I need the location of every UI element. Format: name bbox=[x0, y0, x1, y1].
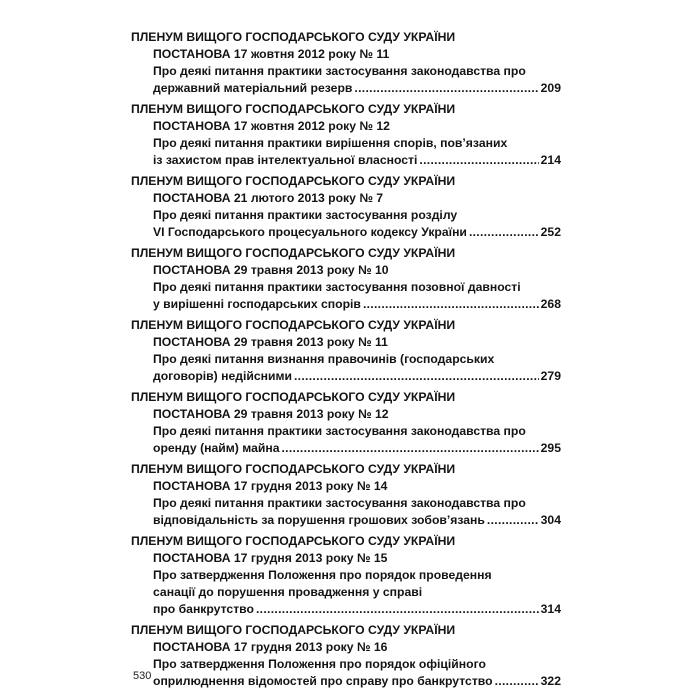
toc-entry-page-number[interactable]: 314 bbox=[540, 602, 561, 616]
toc-entry-page-number[interactable]: 209 bbox=[540, 81, 561, 95]
toc-entry-last-line bbox=[131, 152, 561, 169]
toc-entry bbox=[131, 173, 561, 241]
toc-entry-last-line bbox=[131, 368, 561, 385]
toc-entry-decree: ПОСТАНОВА 29 травня 2013 року № 12 bbox=[153, 407, 389, 421]
toc-entry-last-line bbox=[131, 512, 561, 529]
toc-entry-title-line: Про деякі питання практики застосування позовної давності bbox=[153, 280, 521, 294]
toc-entry-heading: ПЛЕНУМ ВИЩОГО ГОСПОДАРСЬКОГО СУДУ УКРАЇНИ bbox=[131, 30, 456, 44]
toc-entry bbox=[131, 461, 561, 529]
toc-entry-page-number[interactable]: 279 bbox=[540, 369, 561, 383]
toc-entry-last-line bbox=[131, 440, 561, 457]
dot-leader bbox=[294, 368, 539, 385]
toc-entry-last-line bbox=[131, 673, 561, 690]
toc-entry-decree: ПОСТАНОВА 17 грудня 2013 року № 14 bbox=[153, 479, 388, 493]
toc-entry-heading: ПЛЕНУМ ВИЩОГО ГОСПОДАРСЬКОГО СУДУ УКРАЇНИ bbox=[131, 318, 456, 332]
toc-entry bbox=[131, 389, 561, 457]
toc-entry-title-line: санації до порушення провадження у справі bbox=[153, 585, 423, 599]
toc-entry-title-end: із захистом прав інтелектуальної власності bbox=[153, 153, 418, 167]
toc-entry bbox=[131, 29, 561, 97]
toc-entry bbox=[131, 101, 561, 169]
toc-entry bbox=[131, 245, 561, 313]
toc-entry-decree: ПОСТАНОВА 17 жовтня 2012 року № 12 bbox=[153, 119, 390, 133]
toc-entry-page-number[interactable]: 295 bbox=[540, 441, 561, 455]
toc-entry-title-line: Про деякі питання визнання правочинів (господарських bbox=[153, 352, 495, 366]
toc-entry bbox=[131, 533, 561, 618]
toc-entry-title-end: відповідальність за порушення грошових зобов’язань bbox=[153, 513, 485, 527]
toc-entry-page-number[interactable]: 252 bbox=[540, 225, 561, 239]
toc-entry-title-line: Про деякі питання практики вирішення спорів, пов’язаних bbox=[153, 136, 508, 150]
toc-entry-heading: ПЛЕНУМ ВИЩОГО ГОСПОДАРСЬКОГО СУДУ УКРАЇНИ bbox=[131, 462, 456, 476]
toc-entry-heading: ПЛЕНУМ ВИЩОГО ГОСПОДАРСЬКОГО СУДУ УКРАЇНИ bbox=[131, 174, 456, 188]
toc-entry-title-line: Про деякі питання практики застосування законодавства про bbox=[153, 496, 526, 510]
toc-entry-page-number[interactable]: 322 bbox=[540, 674, 561, 688]
toc-entry-last-line bbox=[131, 80, 561, 97]
toc-entry-last-line bbox=[131, 224, 561, 241]
toc-entry-heading: ПЛЕНУМ ВИЩОГО ГОСПОДАРСЬКОГО СУДУ УКРАЇНИ bbox=[131, 390, 456, 404]
toc-entry-title-line: Про деякі питання практики застосування розділу bbox=[153, 208, 458, 222]
toc-entry-heading: ПЛЕНУМ ВИЩОГО ГОСПОДАРСЬКОГО СУДУ УКРАЇНИ bbox=[131, 246, 456, 260]
dot-leader bbox=[495, 673, 539, 690]
toc-entry-heading: ПЛЕНУМ ВИЩОГО ГОСПОДАРСЬКОГО СУДУ УКРАЇНИ bbox=[131, 623, 456, 637]
toc-entry-title-end: державний матеріальний резерв bbox=[153, 81, 353, 95]
dot-leader bbox=[363, 296, 539, 313]
toc-entry-decree: ПОСТАНОВА 29 травня 2013 року № 11 bbox=[153, 335, 388, 349]
toc-entry-decree: ПОСТАНОВА 21 лютого 2013 року № 7 bbox=[153, 191, 384, 205]
dot-leader bbox=[487, 512, 539, 529]
toc-entry-title-end: у вирішенні господарських спорів bbox=[153, 297, 361, 311]
toc-entry-last-line bbox=[131, 296, 561, 313]
toc-entry-title-end: оприлюднення відомостей про справу про банкрутство bbox=[153, 674, 493, 688]
toc-entry-title-end: VI Господарського процесуального кодексу України bbox=[153, 225, 467, 239]
toc-entry-title-end: оренду (найм) майна bbox=[153, 441, 280, 455]
toc-entry-last-line bbox=[131, 601, 561, 618]
dot-leader bbox=[354, 80, 538, 97]
toc-entry-decree: ПОСТАНОВА 17 грудня 2013 року № 15 bbox=[153, 551, 388, 565]
toc-entry-title-line: Про затвердження Положення про порядок офіційного bbox=[153, 657, 486, 671]
toc-entry bbox=[131, 622, 561, 690]
toc-entry-title-end: договорів) недійсними bbox=[153, 369, 292, 383]
toc-entry-page-number[interactable]: 304 bbox=[540, 513, 561, 527]
toc-entry bbox=[131, 317, 561, 385]
dot-leader bbox=[419, 152, 538, 169]
page-number: 530 bbox=[133, 670, 152, 682]
table-of-contents bbox=[131, 29, 561, 694]
toc-entry-decree: ПОСТАНОВА 29 травня 2013 року № 10 bbox=[153, 263, 389, 277]
toc-entry-heading: ПЛЕНУМ ВИЩОГО ГОСПОДАРСЬКОГО СУДУ УКРАЇНИ bbox=[131, 534, 456, 548]
toc-entry-title-line: Про затвердження Положення про порядок проведення bbox=[153, 568, 492, 582]
dot-leader bbox=[256, 601, 539, 618]
toc-entry-decree: ПОСТАНОВА 17 грудня 2013 року № 16 bbox=[153, 640, 388, 654]
toc-entry-page-number[interactable]: 268 bbox=[540, 297, 561, 311]
toc-entry-heading: ПЛЕНУМ ВИЩОГО ГОСПОДАРСЬКОГО СУДУ УКРАЇНИ bbox=[131, 102, 456, 116]
dot-leader bbox=[469, 224, 539, 241]
toc-entry-decree: ПОСТАНОВА 17 жовтня 2012 року № 11 bbox=[153, 47, 390, 61]
toc-entry-title-end: про банкрутство bbox=[153, 602, 254, 616]
toc-entry-title-line: Про деякі питання практики застосування законодавства про bbox=[153, 64, 526, 78]
dot-leader bbox=[282, 440, 539, 457]
toc-entry-page-number[interactable]: 214 bbox=[540, 153, 561, 167]
toc-entry-title-line: Про деякі питання практики застосування законодавства про bbox=[153, 424, 526, 438]
